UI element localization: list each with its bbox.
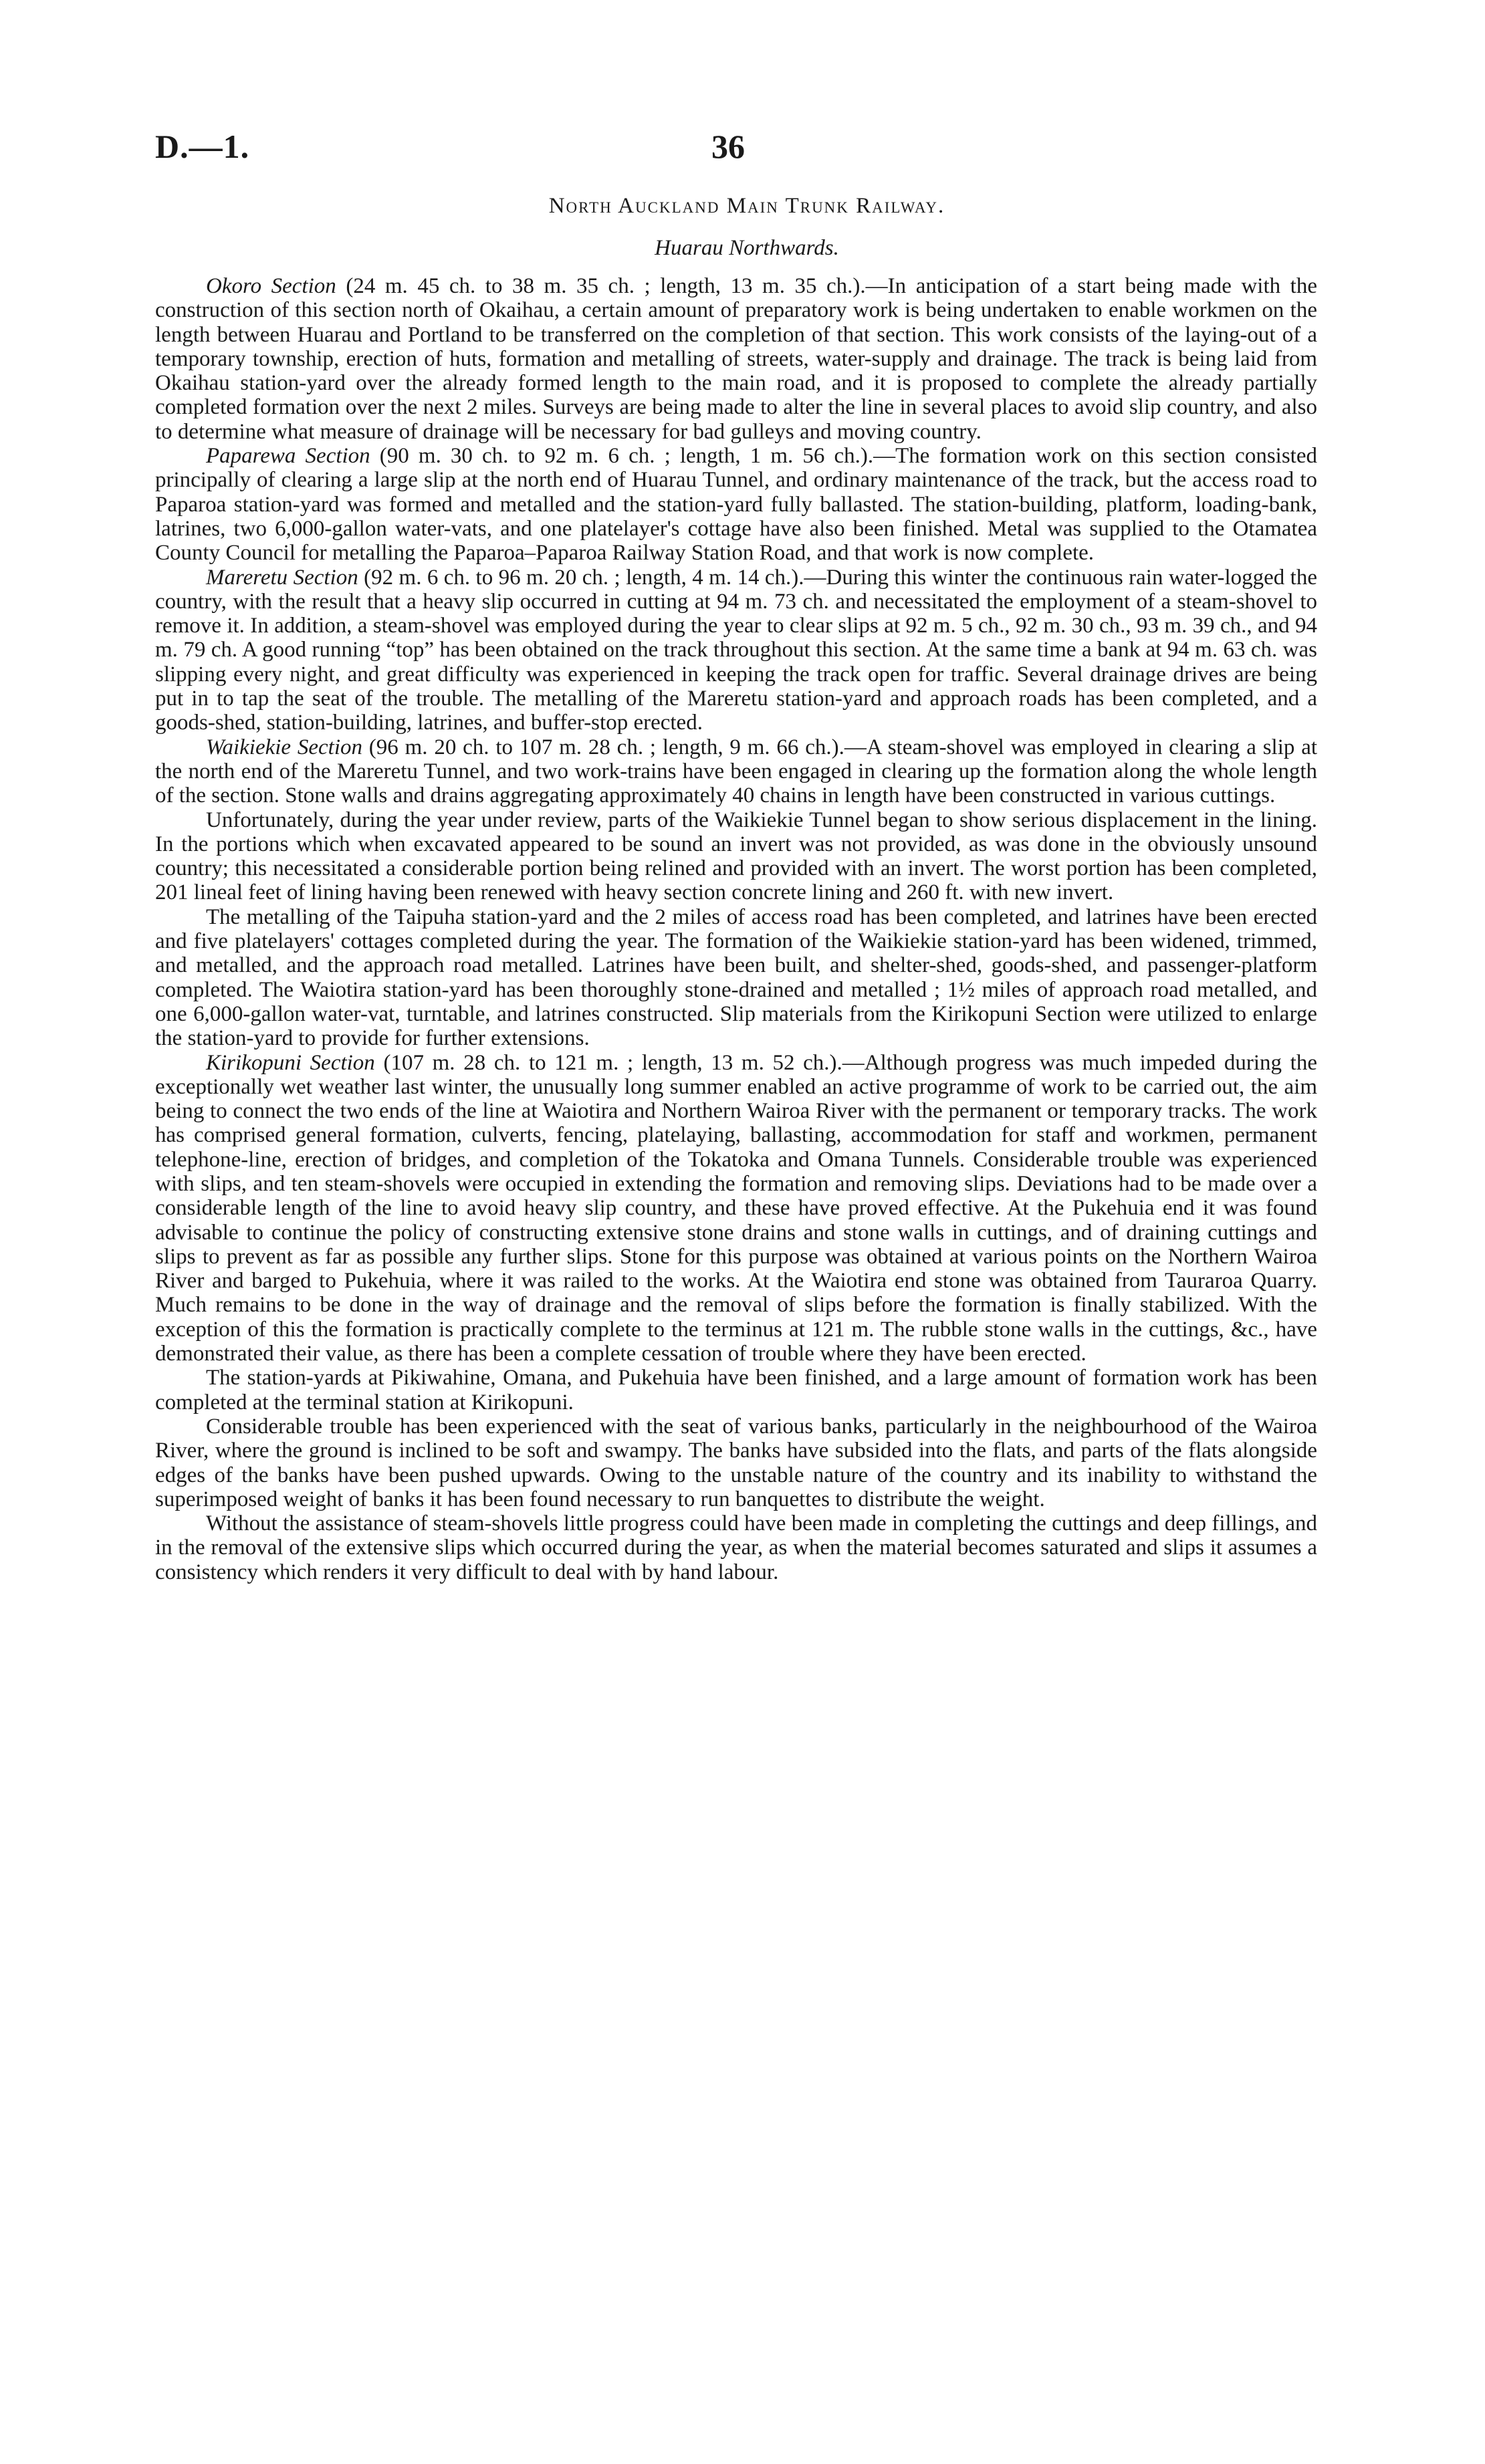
section-name: Kirikopuni Section — [206, 1050, 375, 1075]
document-title: North Auckland Main Trunk Railway. — [548, 194, 945, 218]
paragraph-text: (24 m. 45 ch. to 38 m. 35 ch. ; length, 13 m. 35 ch.).—In anticipation of a start being made with the construction of this section north of Okaihau, a certain amount of preparatory work is being undertaken to enable workmen on the length between Huarau and Portland to be transferred on the completion of that section. This work consists of the laying-out of a temporary township, erection of huts, formation and metalling of streets, water-supply and drainage. The track is being laid from Okaihau station-yard over the already formed length to the main road, and it is proposed to complete the already partially completed formation over the next 2 miles. Surveys are being made to alter the line in several places to avoid slip country, and also to determine what measure of drainage will be necessary for bad gulleys and moving country. — [155, 274, 1318, 444]
paragraph-kirikopuni — [155, 1051, 1317, 1366]
paragraph-text: (96 m. 20 ch. to 107 m. 28 ch. ; length, 9 m. 66 ch.).—A steam-shovel was employed in clearing a slip at the north end of the Mareretu Tunnel, and two work-trains have been engaged in clearing up the formation along the whole length of the section. Stone walls and drains aggregating approximately 40 chains in length have been constructed in various cuttings. — [155, 735, 1318, 808]
paragraph-pikiwahine — [155, 1366, 1317, 1414]
paragraph-banks — [155, 1414, 1317, 1511]
document-reference: D.—1. — [155, 128, 250, 165]
paragraph-text: (90 m. 30 ch. to 92 m. 6 ch. ; length, 1 m. 56 ch.).—The formation work on this section consisted principally of clearing a large slip at the north end of Huarau Tunnel, and ordinary maintenance of the track, but the access road to Paparoa station-yard was formed and metalled and the station-yard fully ballasted. The station-building, platform, loading-bank, latrines, two 6,000-gallon water-vats, and one platelayer's cottage have also been finished. Metal was supplied to the Otamatea County Council for metalling the Paparoa–Paparoa Railway Station Road, and that work is now complete. — [155, 444, 1317, 566]
paragraph-tunnel-lining — [155, 808, 1317, 905]
paragraph-text: (107 m. 28 ch. to 121 m. ; length, 13 m. 52 ch.).—Although progress was much impeded during the exceptionally wet weather last winter, the unusually long summer enabled an active programme of work to be carried out, the aim being to connect the two ends of the line at Waiotira and Northern Wairoa River with the permanent or temporary tracks. The work has comprised general formation, culverts, fencing, platelaying, ballasting, accommodation for staff and workmen, permanent telephone-line, erection of bridges, and completion of the Tokatoka and Omana Tunnels. Considerable trouble was experienced with slips, and ten steam-shovels were occupied in extending the formation and removing slips. Deviations had to be made over a considerable length of the line to avoid heavy slip country, and these have proved effective. At the Pukehuia end it was found advisable to continue the policy of constructing extensive stone drains and stone walls in cuttings, and of draining cuttings and slips to prevent as far as possible any further slips. Stone for this purpose was obtained at various points on the Northern Wairoa River and barged to Pukehuia, where it was railed to the works. At the Waiotira end stone was obtained from Tauraroa Quarry. Much remains to be done in the way of drainage and the removal of slips before the formation is finally stabilized. With the exception of this the formation is practically complete to the terminus at 121 m. The rubble stone walls in the cuttings, &c., have demonstrated their value, as there has been a complete cessation of trouble where they have been erected. — [155, 1050, 1317, 1366]
paragraph-text: Without the assistance of steam-shovels little progress could have been made in completing the cuttings and deep fillings, and in the removal of the extensive slips which occurred during the year, as when the material becomes saturated and slips it assumes a consistency which renders it very difficult to deal with by hand labour. — [155, 1511, 1318, 1584]
page-header — [155, 127, 1339, 174]
paragraph-station-yards — [155, 905, 1317, 1051]
body-text — [155, 274, 1317, 1584]
paragraph-steam-shovels — [155, 1511, 1317, 1584]
paragraph-mareretu — [155, 566, 1317, 735]
paragraph-text: Considerable trouble has been experienced with the seat of various banks, particularly in the neighbourhood of the Wairoa River, where the ground is inclined to be soft and swampy. The banks have subsided into the flats, and parts of the flats alongside edges of the banks have been pushed upwards. Owing to the unstable nature of the country and its inability to withstand the superimposed weight of banks it has been found necessary to run banquettes to distribute the weight. — [155, 1414, 1317, 1511]
paragraph-text: (92 m. 6 ch. to 96 m. 20 ch. ; length, 4 m. 14 ch.).—During this winter the continuous rain water-logged the country, with the result that a heavy slip occurred in cutting at 94 m. 73 ch. and necessitated the employment of a steam-shovel to remove it. In addition, a steam-shovel was employed during the year to clear slips at 92 m. 5 ch., 92 m. 30 ch., 93 m. 39 ch., and 94 m. 79 ch. A good running “top” has been obtained on the track throughout this section. At the same time a bank at 94 m. 63 ch. was slipping every night, and great difficulty was experienced in keeping the track open for traffic. Several drainage drives are being put in to tap the seat of the trouble. The metalling of the Mareretu station-yard and approach roads has been completed, and a goods-shed, station-building, latrines, and buffer-stop erected. — [155, 565, 1317, 735]
section-name: Waikiekie Section — [206, 735, 362, 759]
page-number: 36 — [711, 128, 745, 165]
section-name: Paparewa Section — [206, 444, 370, 469]
paragraph-okoro — [155, 274, 1317, 444]
paragraph-waikiekie — [155, 735, 1317, 808]
paragraph-text: Unfortunately, during the year under review, parts of the Waikiekie Tunnel began to show serious displacement in the lining. In the portions which when excavated appeared to be sound an invert was not provided, as was done in the obviously unsound country; this necessitated a considerable portion being relined and provided with an invert. The worst portion has been completed, 201 lineal feet of lining having been renewed with heavy section concrete lining and 260 ft. with new invert. — [155, 808, 1317, 905]
paragraph-paparewa — [155, 444, 1317, 565]
section-name: Okoro Section — [206, 274, 336, 298]
paragraph-text: The station-yards at Pikiwahine, Omana, and Pukehuia have been finished, and a large amount of formation work has been completed at the terminal station at Kirikopuni. — [155, 1366, 1317, 1414]
section-name: Mareretu Section — [206, 565, 358, 590]
paragraph-text: The metalling of the Taipuha station-yard and the 2 miles of access road has been completed, and latrines have been erected and five platelayers' cottages completed during the year. The formation of the Waikiekie station-yard has been widened, trimmed, and metalled, and the approach road metalled. Latrines have been built, and shelter-shed, goods-shed, and passenger-platform completed. The Waiotira station-yard has been thoroughly stone-drained and metalled ; 1½ miles of approach road metalled, and one 6,000-gallon water-vat, turntable, and latrines constructed. Slip materials from the Kirikopuni Section were utilized to enlarge the station-yard to provide for further extensions. — [155, 904, 1317, 1051]
document-subtitle: Huarau Northwards. — [655, 236, 839, 260]
